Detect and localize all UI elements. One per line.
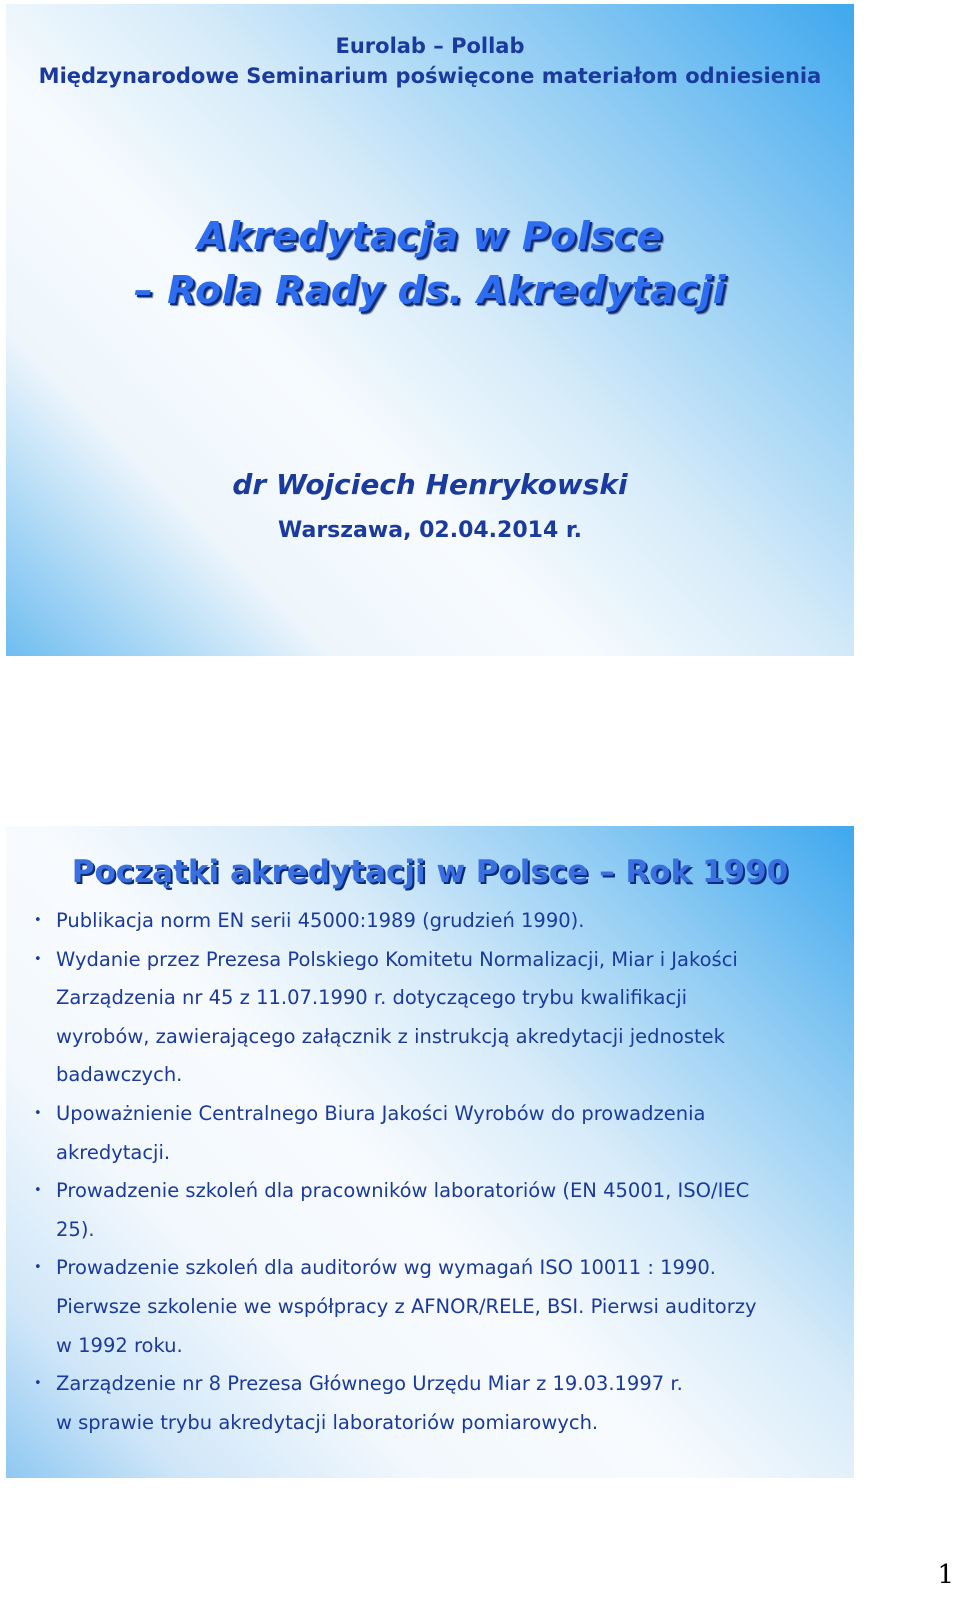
bullet-icon: • bbox=[34, 913, 42, 928]
bullet-icon: • bbox=[34, 1376, 42, 1392]
presentation-title-line2: – Rola Rady ds. Akredytacji bbox=[133, 268, 727, 312]
slide-title: Początki akredytacji w Polsce – Rok 1990 bbox=[71, 854, 789, 890]
list-item: • Zarządzenie nr 8 Prezesa Głównego Urzędu Miar z 19.03.1997 r. w sprawie trybu akredytacji laboratoriów pomiarowych. bbox=[34, 1365, 834, 1442]
list-item: • Upoważnienie Centralnego Biura Jakości Wyrobów do prowadzenia akredytacji. bbox=[34, 1095, 834, 1172]
content-slide bbox=[6, 826, 854, 1478]
page-number: 1 bbox=[937, 1560, 954, 1590]
list-item: • Publikacja norm EN serii 45000:1989 (grudzień 1990). bbox=[34, 902, 834, 941]
event-name: Eurolab – Pollab bbox=[335, 34, 525, 58]
author-name: dr Wojciech Henrykowski bbox=[232, 468, 628, 501]
list-item: • Prowadzenie szkoleń dla pracowników laboratoriów (EN 45001, ISO/IEC 25). bbox=[34, 1172, 834, 1249]
presentation-title-line1: Akredytacja w Polsce bbox=[197, 214, 663, 258]
list-item: • Prowadzenie szkoleń dla auditorów wg wymagań ISO 10011 : 1990. Pierwsze szkolenie we współpracy z AFNOR/RELE, BSI. Pierwsi auditorzy w 1992 roku. bbox=[34, 1249, 834, 1365]
bullet-icon: • bbox=[34, 1105, 42, 1121]
presentation-date: Warszawa, 02.04.2014 r. bbox=[277, 518, 582, 543]
bullet-icon: • bbox=[34, 1260, 42, 1276]
bullet-icon: • bbox=[34, 1183, 42, 1199]
bullet-icon: • bbox=[34, 951, 42, 967]
event-subtitle: Międzynarodowe Seminarium poświęcone materiałom odniesienia bbox=[38, 64, 822, 88]
title-slide bbox=[6, 4, 854, 656]
bullet-list bbox=[34, 902, 834, 1442]
list-item: • Wydanie przez Prezesa Polskiego Komitetu Normalizacji, Miar i Jakości Zarządzenia nr 45 z 11.07.1990 r. dotyczącego trybu kwalifikacji wyrobów, zawierającego załącznik z instrukcją akredytacji jednostek badawczych. bbox=[34, 941, 834, 1095]
